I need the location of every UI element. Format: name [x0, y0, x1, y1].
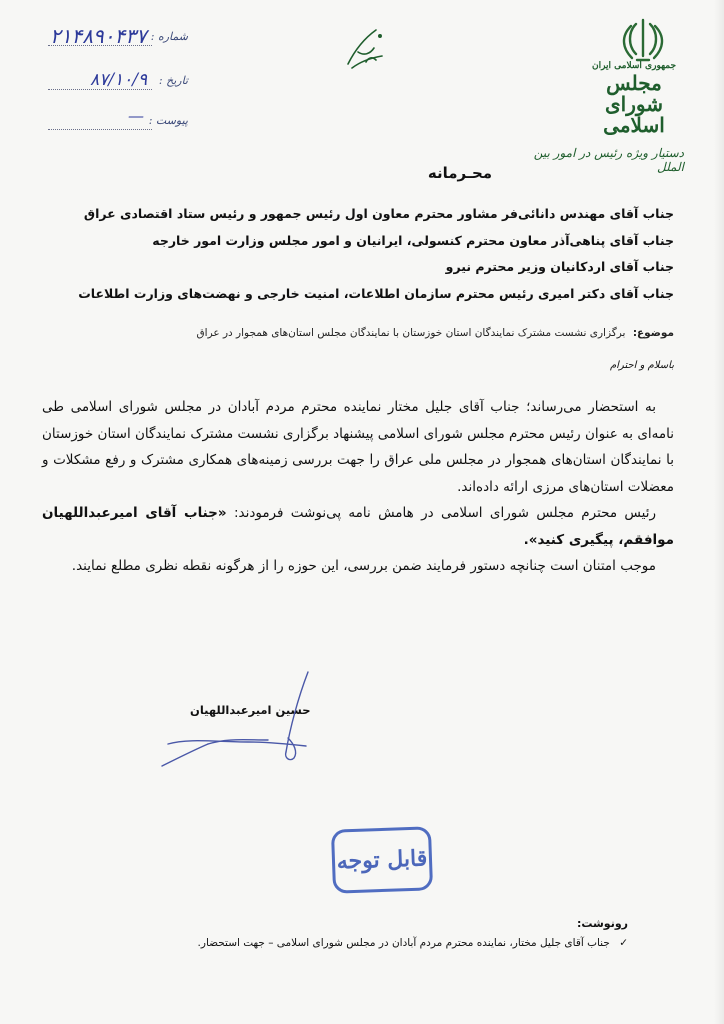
attention-stamp [332, 828, 432, 892]
assistant-title: دستیار ویژه رئیس در امور بین الملل [533, 146, 684, 174]
subject-label: موضوع: [632, 327, 674, 339]
letter-body [42, 394, 674, 580]
number-value: ۲۱۴۸۹۰۴۳۷ [50, 24, 147, 48]
date-label: تاریخ : [158, 74, 188, 87]
cc-entry-text: جناب آقای جلیل مختار، نماینده محترم مردم آبادان در مجلس شورای اسلامی – جهت استحضار. [197, 937, 610, 949]
subject-text: برگزاری نشست مشترک نمایندگان استان خوزستان با نمایندگان مجلس استان‌های همجوار در عراق [196, 327, 626, 339]
stamp-text: قابل توجه [331, 826, 433, 893]
letter-attachment-field [28, 106, 188, 134]
republic-line: جمهوری اسلامی ایران [591, 61, 677, 71]
addressee-line: جناب آقای مهندس دانائی‌فر مشاور محترم معاون اول رئیس جمهور و رئیس ستاد اقتصادی عراق [83, 206, 674, 221]
page-edge-shadow [714, 0, 724, 1024]
letter-date-field [28, 70, 188, 94]
body-paragraph-1: به استحضار می‌رساند؛ جناب آقای جلیل مختار نماینده محترم مردم آبادان در مجلس شورای اسلامی طی نامه‌ای به عنوان رئیس محترم مجلس شورای اسلامی پیشنهاد برگزاری نشست مشترک نمایندگان استان خوزستان با نمایندگان استان‌های همجوار در مجلس ملی عراق را جهت بررسی زمینه‌های همکاری مشترک و رفع مشکلات و معضلات استان‌های مرزی ارائه داده‌اند. [42, 399, 674, 495]
date-value: ۸۷/۱۰/۹ [90, 70, 148, 90]
parliament-name: مجلس شورای اسلامی [603, 71, 665, 138]
signer-name: حسین امیرعبداللهیان [190, 703, 311, 717]
addressee-line: جناب آقای پناهی‌آذر معاون محترم کنسولی، ایرانیان و امور مجلس وزارت امور خارجه [152, 232, 674, 248]
handwritten-signature [148, 668, 318, 778]
bismillah-calligraphy [340, 22, 390, 72]
attachment-label: پیوست : [148, 114, 188, 127]
letter-number-field [28, 24, 188, 50]
cc-title: رونوشت: [576, 917, 628, 930]
cc-entry [108, 937, 628, 949]
greeting: باسلام و احترام [609, 360, 674, 371]
subject-line [34, 327, 674, 339]
body-paragraph-2 [42, 500, 674, 553]
addressee-line: جناب آقای دکتر امیری رئیس محترم سازمان اطلاعات، امنیت خارجی و نهضت‌های وزارت اطلاعات [78, 285, 674, 301]
addressee-line: جناب آقای اردکانیان وزیر محترم نیرو [445, 259, 674, 274]
body-paragraph-3: موجب امتنان است چنانچه دستور فرمایند ضمن بررسی، این حوزه را از هرگونه نقطه نظری مطلع نمایند. [71, 558, 656, 574]
parliament-letterhead [584, 62, 684, 136]
speaker-quote: «جناب آقای امیرعبداللهیان موافقم، پیگیری کنید». [42, 505, 674, 548]
check-icon: ✓ [619, 937, 628, 949]
iran-emblem-icon [620, 16, 666, 64]
addressee-list [34, 201, 674, 307]
attachment-value: — [128, 106, 145, 125]
attachment-underline [48, 129, 152, 130]
body-paragraph-2-intro: رئیس محترم مجلس شورای اسلامی در هامش نامه پی‌نوشت فرمودند: [226, 505, 656, 521]
classification-label: محـرمانه [427, 164, 493, 182]
number-label: شماره : [150, 30, 188, 43]
